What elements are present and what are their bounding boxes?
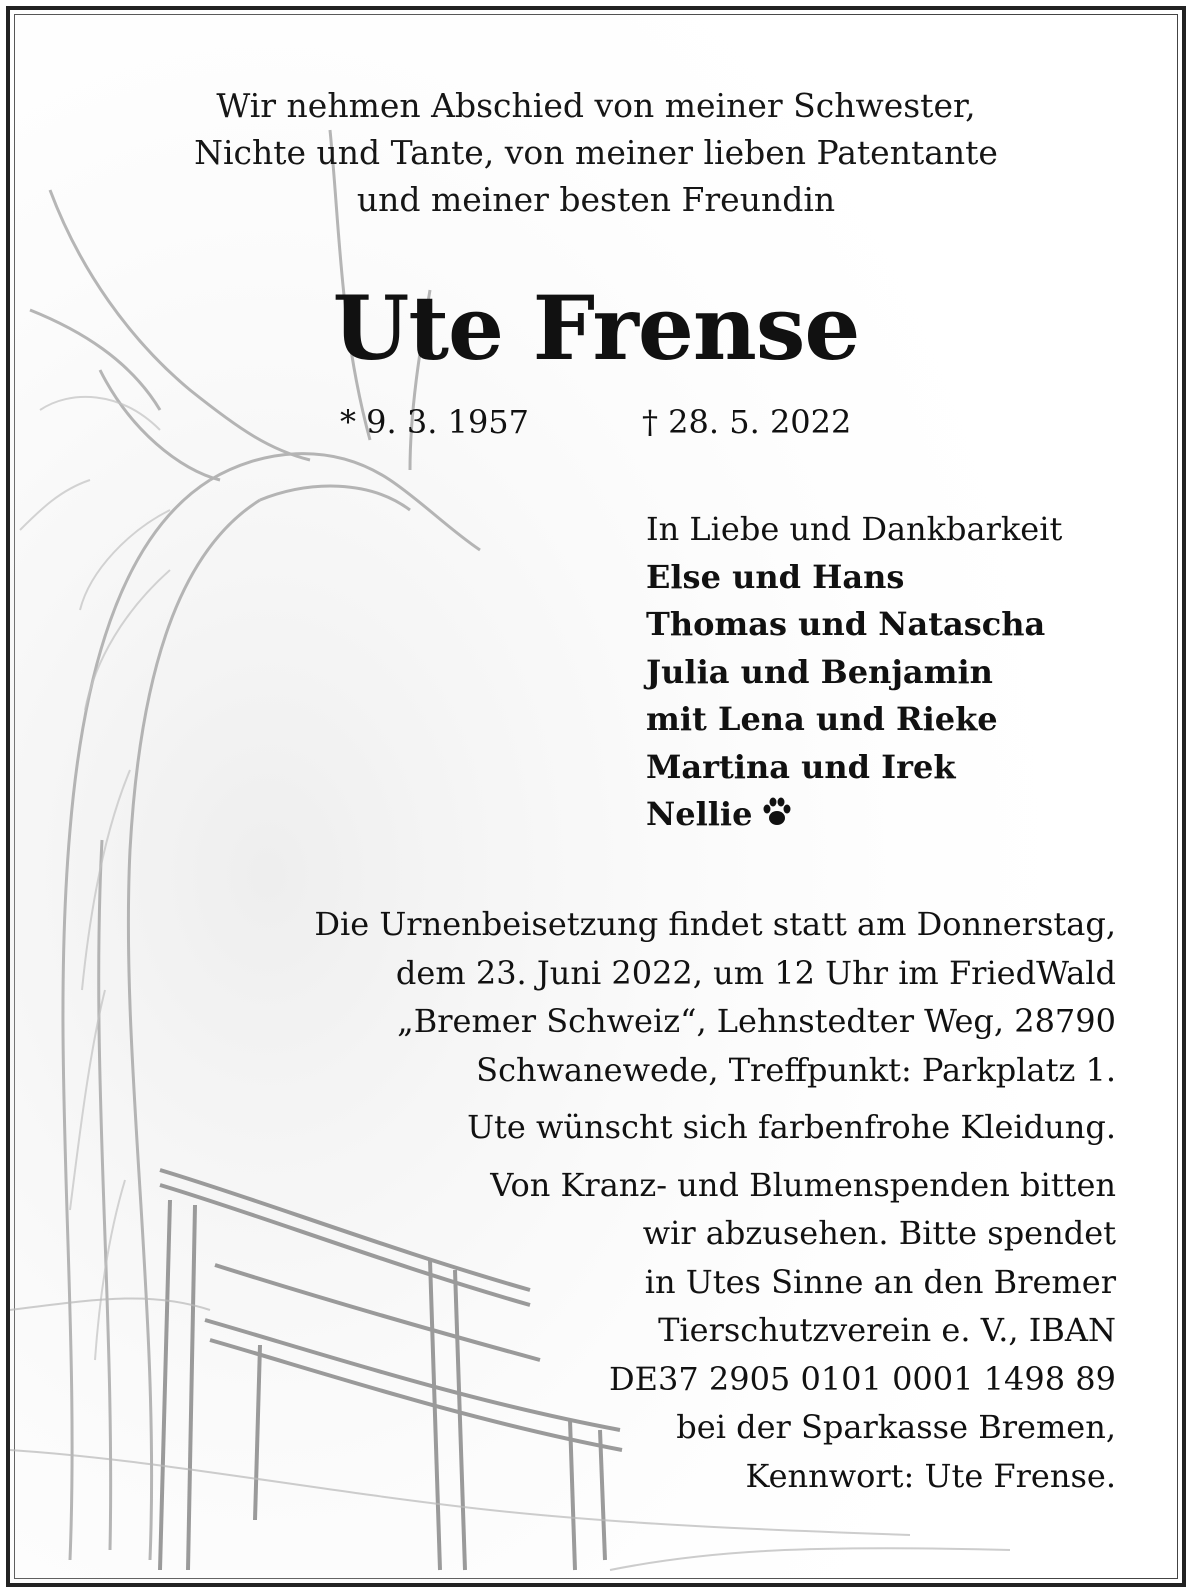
donation-line: wir abzusehen. Bitte spendet	[642, 1214, 1116, 1252]
mourner-name-pet	[646, 791, 1062, 839]
burial-line: „Bremer Schweiz“, Lehnstedter Weg, 28790	[397, 1002, 1116, 1040]
intro-line: Wir nehmen Abschied von meiner Schwester,	[216, 86, 976, 125]
mourner-name: Thomas und Natascha	[646, 605, 1046, 643]
burial-line: Schwanewede, Treffpunkt: Parkplatz 1.	[476, 1050, 1116, 1089]
mourners-list	[646, 506, 1062, 839]
intro-text	[10, 82, 1182, 223]
obituary-frame	[6, 6, 1186, 1587]
donation-line: Kennwort: Ute Frense.	[745, 1456, 1116, 1495]
pet-name: Nellie	[646, 795, 753, 833]
mourner-name: Else und Hans	[646, 557, 905, 596]
mourner-name: Martina und Irek	[646, 747, 956, 786]
clothing-note: Ute wünscht sich farbenfrohe Kleidung.	[467, 1108, 1116, 1146]
funeral-notice	[216, 900, 1116, 1500]
donation-line: DE37 2905 0101 0001 1498 89	[608, 1359, 1116, 1398]
donation-line: in Utes Sinne an den Bremer	[644, 1262, 1116, 1301]
intro-line: und meiner besten Freundin	[356, 180, 836, 219]
mourner-name: mit Lena und Rieke	[646, 700, 998, 738]
burial-line: Die Urnenbeisetzung findet statt am Donnerstag,	[314, 905, 1116, 943]
donation-line: Tierschutzverein e. V., IBAN	[658, 1311, 1116, 1349]
deceased-name: Ute Frense	[332, 276, 860, 380]
donation-line: Von Kranz- und Blumenspenden bitten	[490, 1165, 1116, 1204]
birth-date: * 9. 3. 1957	[340, 403, 530, 441]
mourner-name: Julia und Benjamin	[646, 652, 993, 691]
paw-icon	[760, 795, 794, 829]
burial-line: dem 23. Juni 2022, um 12 Uhr im FriedWald	[395, 953, 1116, 992]
mourners-intro: In Liebe und Dankbarkeit	[646, 510, 1063, 548]
donation-line: bei der Sparkasse Bremen,	[676, 1408, 1116, 1446]
death-date: † 28. 5. 2022	[642, 403, 852, 441]
intro-line: Nichte und Tante, von meiner lieben Patentante	[194, 133, 998, 172]
